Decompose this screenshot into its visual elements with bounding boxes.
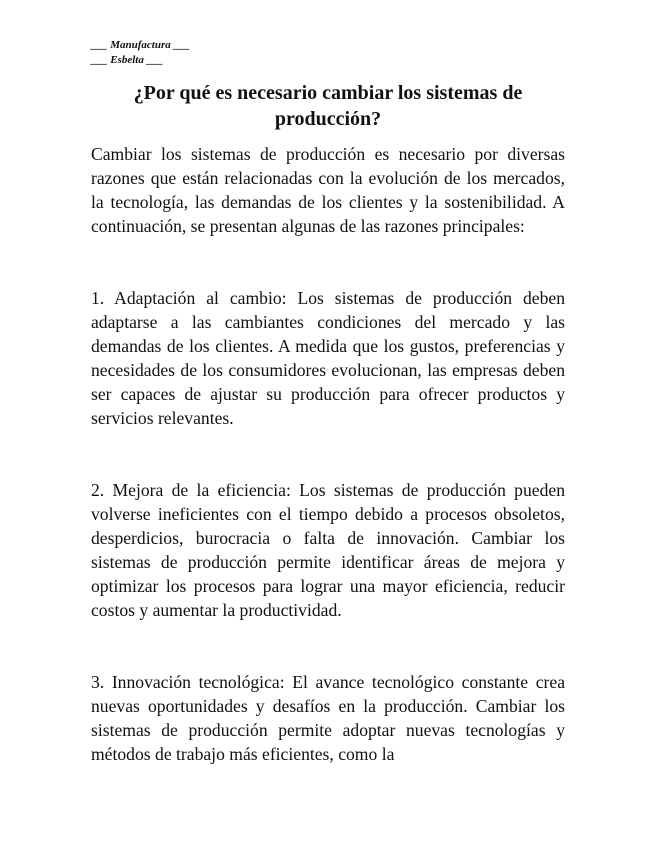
document-title: ¿Por qué es necesario cambiar los sistemas de producción? <box>133 82 523 130</box>
paragraph-innovacion: 3. Innovación tecnológica: El avance tecnológico constante crea nuevas oportunidades y desafíos en la producción. Cambiar los sistemas de producción permite adoptar nuevas tecnologías y métodos de trabajo más eficientes, como la <box>91 672 565 764</box>
header-line-esbelta: ___ Esbelta ___ <box>91 54 164 66</box>
paragraph-intro: Cambiar los sistemas de producción es necesario por diversas razones que están relacionadas con la evolución de los mercados, la tecnología, las demandas de los clientes y la sostenibilidad. A continuación, se presentan algunas de las razones principales: <box>91 144 565 236</box>
header-line-manufactura: ___ Manufactura ___ <box>91 39 191 51</box>
paragraph-eficiencia: 2. Mejora de la eficiencia: Los sistemas de producción pueden volverse ineficientes con el tiempo debido a procesos obsoletos, desperdicios, burocracia o falta de innovación. Cambiar los sistemas de producción permite identificar áreas de mejora y optimizar los procesos para lograr una mayor eficiencia, reducir costos y aumentar la productividad. <box>91 480 565 620</box>
paragraph-adaptacion: 1. Adaptación al cambio: Los sistemas de producción deben adaptarse a las cambiantes condiciones del mercado y las demandas de los clientes. A medida que los gustos, preferencias y necesidades de los consumidores evolucionan, las empresas deben ser capaces de ajustar su producción para ofrecer productos y servicios relevantes. <box>91 288 565 428</box>
document-page <box>91 38 565 766</box>
